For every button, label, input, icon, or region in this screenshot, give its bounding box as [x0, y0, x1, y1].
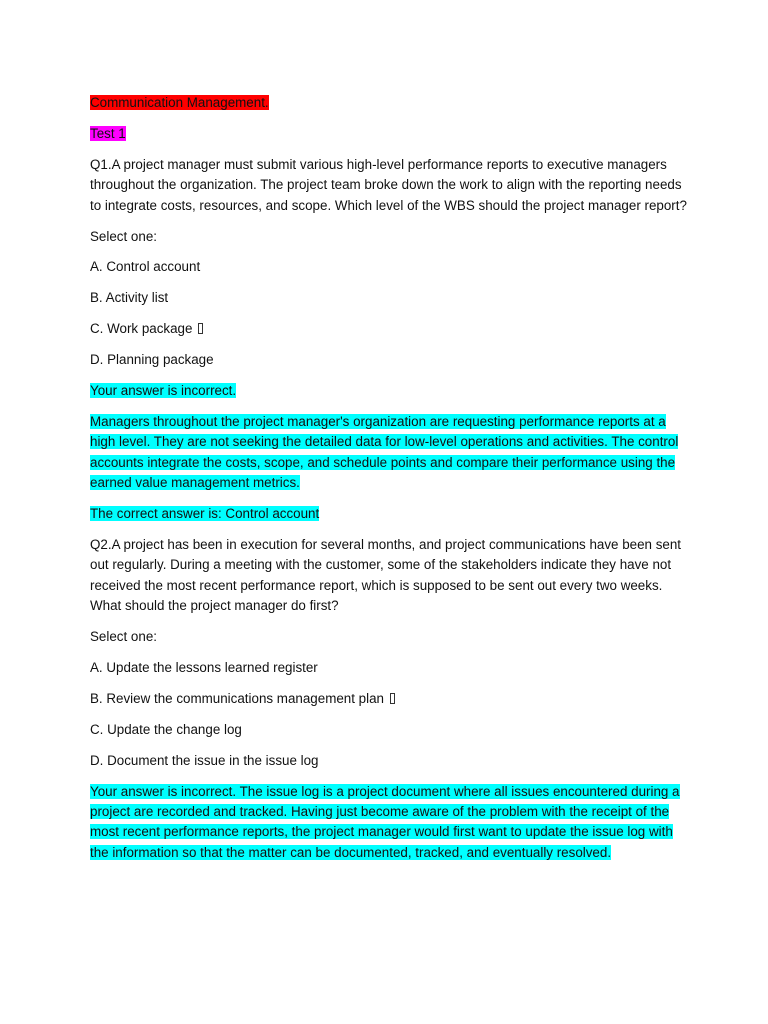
q1-option-a-text: A. Control account [90, 259, 201, 275]
section-title: Communication Management. [90, 95, 269, 110]
q2-option-a-text: A. Update the lessons learned register [90, 660, 318, 676]
q2-option-b-text: B. Review the communications management plan [90, 690, 384, 706]
q1-option-a [90, 257, 690, 277]
q2-option-c-text: C. Update the change log [90, 721, 242, 737]
q1-option-b-text: B. Activity list [90, 290, 169, 306]
q1-option-d [90, 350, 690, 370]
q2-option-c [90, 720, 690, 740]
q2-option-a [90, 658, 690, 678]
q1-correct-answer: The correct answer is: Control account [90, 506, 320, 522]
q2-select-prompt: Select one: [90, 629, 157, 645]
q1-question: Q1.A project manager must submit various high-level performance reports to executive managers throughout the organization. The project team broke down the work to align with the reporting needs to integrate costs, resources, and scope. Which level of the WBS should the project manager report? [90, 156, 687, 213]
selected-answer-mark-icon [390, 693, 395, 704]
q2-feedback: Your answer is incorrect. The issue log is a project document where all issues encountered during a project are recorded and tracked. Having just become aware of the problem with the receipt of the most recent performance reports, the project manager would first want to update the issue log with the information so that the matter can be documented, tracked, and eventually resolved. [90, 783, 680, 860]
q2-question: Q2.A project has been in execution for several months, and project communications have been sent out regularly. During a meeting with the customer, some of the stakeholders indicate they have not received the most recent performance report, which is supposed to be sent out every two weeks. What should the project manager do first? [90, 537, 682, 614]
q2-option-d [90, 751, 690, 771]
q2-option-d-text: D. Document the issue in the issue log [90, 752, 319, 768]
selected-answer-mark-icon [198, 323, 203, 334]
q1-explanation: Managers throughout the project manager's organization are requesting performance reports at a high level. They are not seeking the detailed data for low-level operations and activities. The control accounts integrate the costs, scope, and schedule points and compare their performance using the earned value management metrics. [90, 413, 679, 491]
document-page [90, 93, 690, 874]
q1-option-d-text: D. Planning package [90, 352, 214, 368]
q2-option-b [90, 689, 690, 709]
q1-select-prompt: Select one: [90, 228, 157, 244]
q1-option-c-text: C. Work package [90, 321, 193, 337]
q1-option-b [90, 288, 690, 308]
q1-feedback: Your answer is incorrect. [90, 383, 237, 399]
q1-option-c [90, 319, 690, 339]
test-label: Test 1 [90, 125, 126, 141]
